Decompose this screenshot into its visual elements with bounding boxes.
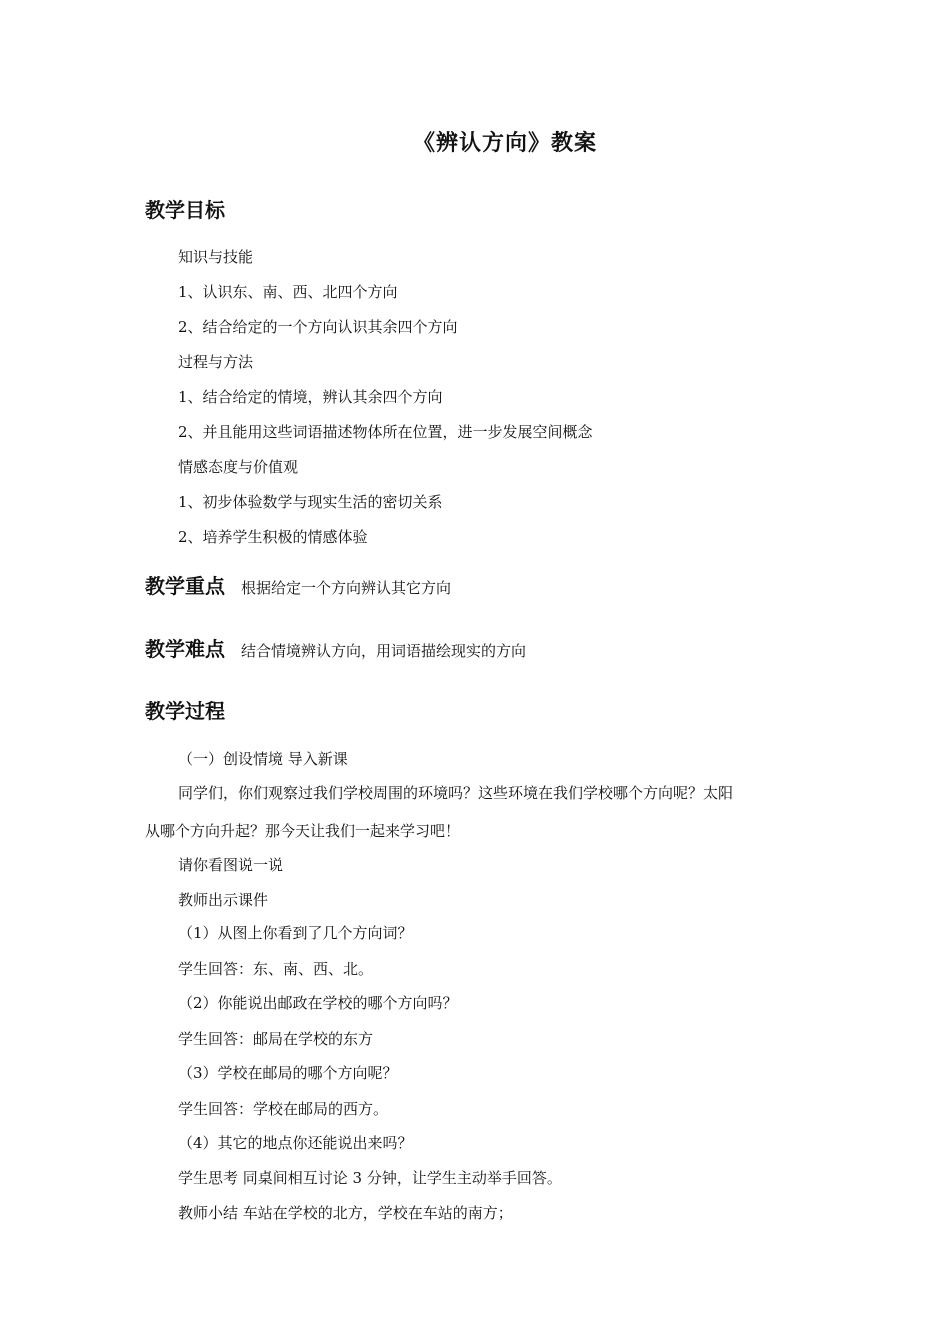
key-points-label: 教学重点: [145, 574, 225, 598]
process-line: 学生思考 同桌间相互讨论 3 分钟，让学生主动举手回答。: [178, 1169, 562, 1187]
goal-line: 过程与方法: [178, 353, 254, 371]
goal-line: 2、结合给定的一个方向认识其余四个方向: [178, 318, 458, 336]
paragraph-line: 从哪个方向升起？那今天让我们一起来学习吧！: [145, 822, 461, 840]
document-title: 《辨认方向》教案: [412, 130, 597, 156]
goal-line: 1、结合给定的情境，辨认其余四个方向: [178, 388, 443, 406]
goal-line: 1、认识东、南、西、北四个方向: [178, 283, 398, 301]
goal-line: 知识与技能: [178, 248, 254, 266]
process-line: 学生回答：学校在邮局的西方。: [178, 1100, 389, 1118]
heading-teaching-goals: 教学目标: [145, 198, 225, 222]
heading-difficulties: [145, 633, 526, 662]
difficulties-text: 结合情境辨认方向，用词语描绘现实的方向: [241, 642, 527, 660]
goal-line: 情感态度与价值观: [178, 458, 299, 476]
key-points-text: 根据给定一个方向辨认其它方向: [241, 579, 452, 597]
goal-line: 2、并且能用这些词语描述物体所在位置，进一步发展空间概念: [178, 423, 593, 441]
goal-line: 1、初步体验数学与现实生活的密切关系: [178, 493, 443, 511]
goal-line: 2、培养学生积极的情感体验: [178, 528, 368, 546]
heading-teaching-process: 教学过程: [145, 699, 225, 723]
process-line: （3）学校在邮局的哪个方向呢？: [178, 1064, 398, 1082]
process-line: （2）你能说出邮政在学校的哪个方向吗？: [178, 994, 458, 1012]
heading-key-points: [145, 570, 451, 599]
paragraph-line: 同学们，你们观察过我们学校周围的环境吗？这些环境在我们学校哪个方向呢？太阳: [178, 784, 734, 802]
process-line: （1）从图上你看到了几个方向词？: [178, 924, 413, 942]
process-line: 教师小结 车站在学校的北方，学校在车站的南方；: [178, 1204, 513, 1222]
process-line: 学生回答：东、南、西、北。: [178, 960, 374, 978]
process-line: 学生回答：邮局在学校的东方: [178, 1030, 374, 1048]
difficulties-label: 教学难点: [145, 637, 225, 661]
process-line: 教师出示课件: [178, 891, 269, 909]
process-line: 请你看图说一说: [178, 856, 284, 874]
subsection-title: （一）创设情境 导入新课: [178, 750, 348, 768]
process-line: （4）其它的地点你还能说出来吗？: [178, 1134, 413, 1152]
